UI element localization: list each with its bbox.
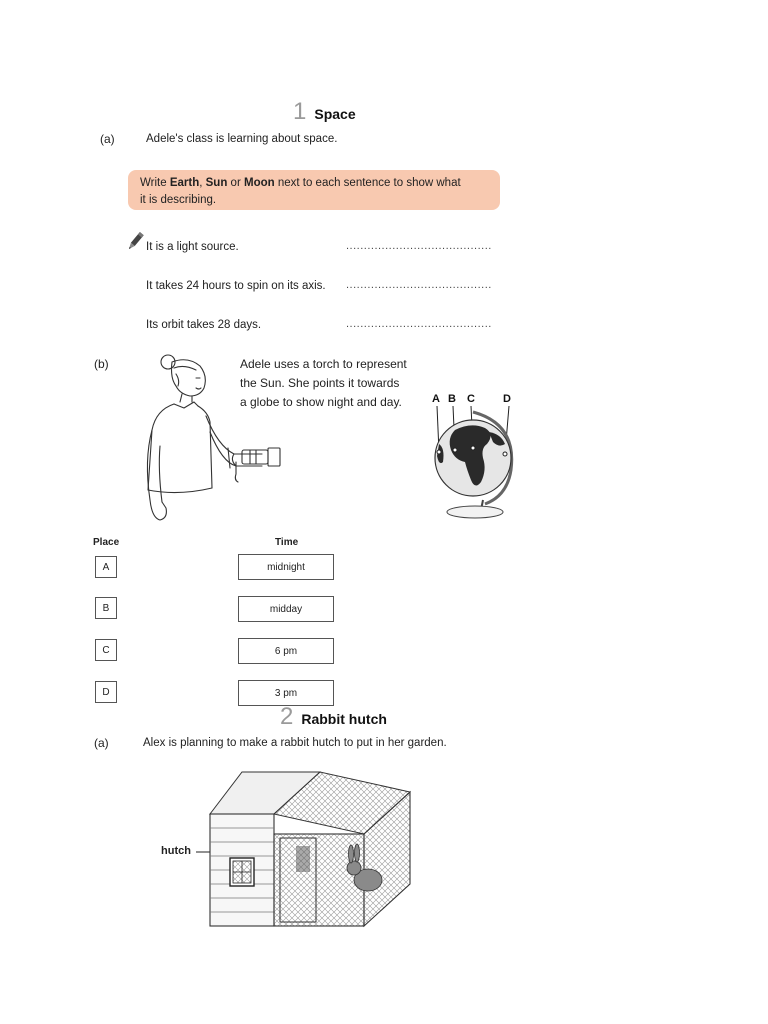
- q1b-label: (b): [94, 357, 109, 371]
- time-box-6pm[interactable]: 6 pm: [238, 638, 334, 664]
- instruction-earth: Earth: [169, 177, 200, 189]
- globe-illustration: [425, 404, 525, 520]
- q1b-text-line: a globe to show night and day.: [240, 395, 402, 410]
- q1a-instruction-box: [128, 170, 500, 210]
- instruction-text: Write: [140, 177, 170, 189]
- globe-label-c: C: [467, 393, 475, 405]
- time-box-midday[interactable]: midday: [238, 596, 334, 622]
- statement-3: Its orbit takes 28 days.: [146, 319, 262, 331]
- answer-line-3[interactable]: .........................................: [346, 318, 492, 330]
- q1-number: 1: [293, 98, 307, 125]
- q1b-description: [240, 355, 407, 413]
- answer-line-1[interactable]: .........................................: [346, 240, 492, 252]
- q1a-intro: Adele's class is learning about space.: [146, 133, 338, 145]
- statement-2: It takes 24 hours to spin on its axis.: [146, 280, 326, 292]
- place-box-d[interactable]: D: [95, 681, 117, 703]
- globe-label-d: D: [503, 393, 511, 405]
- instruction-moon: Moon: [243, 177, 275, 189]
- instruction-text: or: [227, 177, 244, 189]
- time-column-header: Time: [275, 537, 299, 548]
- q2a-label: (a): [94, 736, 109, 750]
- pencil-icon: [124, 230, 146, 252]
- time-box-midnight[interactable]: midnight: [238, 554, 334, 580]
- globe-label-b: B: [448, 393, 456, 405]
- q1a-label: (a): [100, 132, 115, 146]
- place-box-a[interactable]: A: [95, 556, 117, 578]
- q2-heading: [280, 703, 387, 731]
- instruction-sun: Sun: [205, 177, 228, 189]
- q1b-text-line: Adele uses a torch to represent: [240, 357, 407, 371]
- answer-line-2[interactable]: .........................................: [346, 279, 492, 291]
- time-box-3pm[interactable]: 3 pm: [238, 680, 334, 706]
- q1-title: Space: [314, 106, 356, 122]
- q2a-intro: Alex is planning to make a rabbit hutch to put in her garden.: [143, 737, 447, 749]
- instruction-text: ,: [199, 177, 206, 189]
- instruction-text: next to each sentence to show what: [274, 177, 461, 189]
- instruction-line2: it is describing.: [140, 194, 217, 207]
- q2-number: 2: [280, 703, 294, 730]
- globe-label-a: A: [432, 393, 440, 405]
- place-box-c[interactable]: C: [95, 639, 117, 661]
- q2-title: Rabbit hutch: [301, 711, 387, 727]
- place-box-b[interactable]: B: [95, 597, 117, 619]
- place-column-header: Place: [93, 537, 120, 548]
- q1-heading: [293, 98, 356, 126]
- q1b-text-line: the Sun. She points it towards: [240, 376, 400, 391]
- hutch-label: hutch: [161, 845, 191, 857]
- statement-1: It is a light source.: [146, 241, 239, 253]
- rabbit-hutch-illustration: [196, 768, 416, 938]
